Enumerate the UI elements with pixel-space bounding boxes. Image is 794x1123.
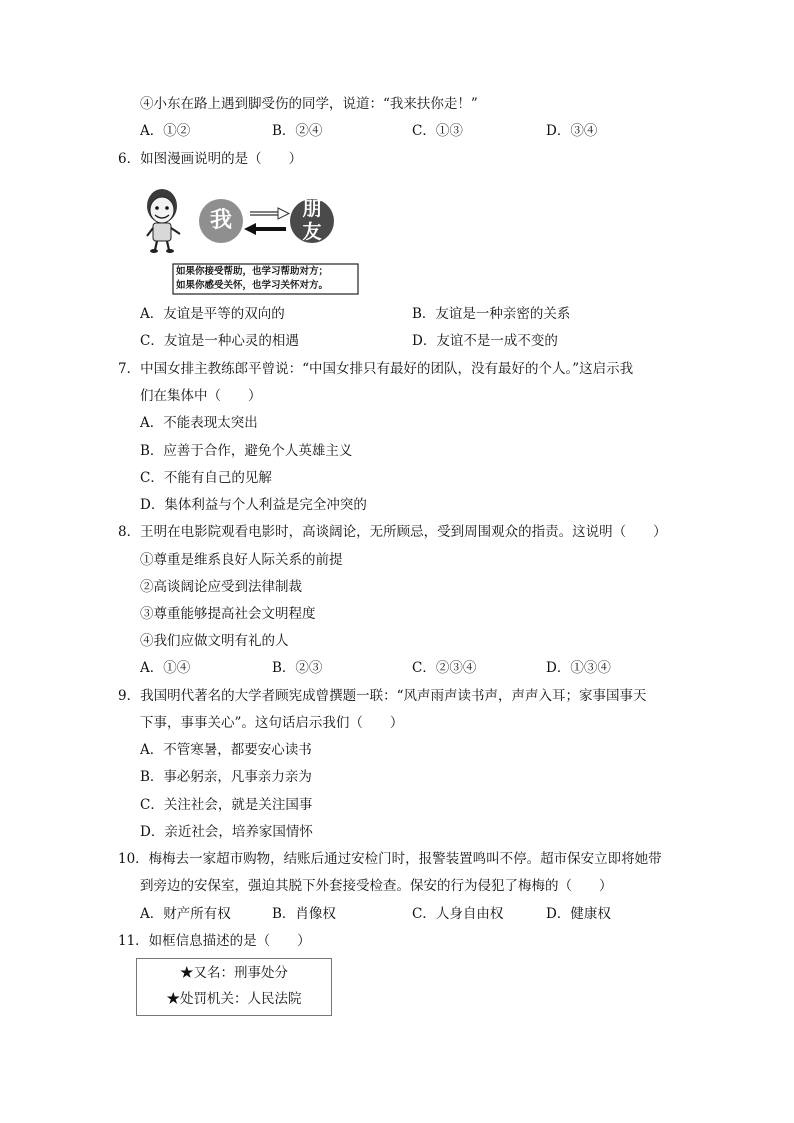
info-box-line-2: ★处罚机关：人民法院 (166, 991, 302, 1007)
q9-option-c[interactable]: C．关注社会，就是关注国事 (140, 797, 313, 813)
q9-option-d[interactable]: D．亲近社会，培养家国情怀 (140, 824, 313, 840)
q6-option-b[interactable]: B．友谊是一种亲密的关系 (412, 306, 571, 322)
friend-label-line2: 友 (302, 221, 322, 243)
q7-option-b[interactable]: B．应善于合作，避免个人英雄主义 (140, 443, 353, 459)
q10-stem-line-2: 到旁边的安保室，强迫其脱下外套接受检查。保安的行为侵犯了梅梅的（ ） (140, 878, 613, 894)
q5-item-4: ④小东在路上遇到脚受伤的同学，说道：“我来扶你走！” (140, 96, 478, 112)
q6-option-a[interactable]: A．友谊是平等的双向的 (140, 306, 285, 322)
caption-line-1: 如果你接受帮助，也学习帮助对方； (176, 266, 329, 277)
q8-stem: 8．王明在电影院观看电影时，高谈阔论，无所顾忌，受到周围观众的指责。这说明（ ） (118, 524, 667, 540)
q5-option-b[interactable]: B．②④ (272, 123, 323, 139)
q7-stem-line-2: 们在集体中（ ） (140, 388, 262, 404)
q10-option-b[interactable]: B．肖像权 (272, 906, 336, 922)
q10-option-a[interactable]: A．财产所有权 (140, 906, 231, 922)
q8-option-d[interactable]: D．①③④ (546, 660, 611, 676)
q8-item-2: ②高谈阔论应受到法律制裁 (140, 579, 302, 595)
info-box-line-1: ★又名：刑事处分 (180, 965, 288, 981)
q5-option-c[interactable]: C．①③ (412, 123, 463, 139)
q6-option-d[interactable]: D．友谊不是一成不变的 (412, 333, 558, 349)
me-label: 我 (209, 208, 232, 233)
friend-label-line1: 朋 (302, 198, 322, 220)
q8-item-1: ①尊重是维系良好人际关系的前提 (140, 552, 343, 568)
q7-option-d[interactable]: D．集体利益与个人利益是完全冲突的 (140, 497, 367, 513)
q9-option-a[interactable]: A．不管寒暑，都要安心读书 (140, 742, 312, 758)
q6-option-c[interactable]: C．友谊是一种心灵的相遇 (140, 333, 299, 349)
q7-stem-line-1: 7．中国女排主教练郎平曾说：“中国女排只有最好的团队，没有最好的个人。”这启示我 (118, 361, 634, 377)
q11-info-box (136, 958, 332, 1016)
q9-option-b[interactable]: B．事必躬亲，凡事亲力亲为 (140, 769, 312, 785)
q11-stem: 11．如框信息描述的是（ ） (118, 933, 311, 949)
q8-item-4: ④我们应做文明有礼的人 (140, 633, 289, 649)
q5-option-d[interactable]: D．③④ (546, 123, 598, 139)
q8-option-c[interactable]: C．②③④ (412, 660, 477, 676)
caption-line-2: 如果你感受关怀，也学习关怀对方。 (176, 280, 329, 291)
q8-option-b[interactable]: B．②③ (272, 660, 323, 676)
q6-stem: 6．如图漫画说明的是（ ） (118, 151, 303, 167)
q8-item-3: ③尊重能够提高社会文明程度 (140, 606, 316, 622)
q8-option-a[interactable]: A．①④ (140, 660, 191, 676)
boy-figure-icon (147, 189, 180, 253)
double-arrow-icon (244, 208, 289, 235)
q9-stem-line-1: 9．我国明代著名的大学者顾宪成曾撰题一联：“风声雨声读书声，声声入耳；家事国事天 (118, 688, 647, 704)
q5-option-a[interactable]: A．①② (140, 123, 191, 139)
q10-option-c[interactable]: C．人身自由权 (412, 906, 504, 922)
q7-option-a[interactable]: A．不能表现太突出 (140, 415, 258, 431)
q10-option-d[interactable]: D．健康权 (546, 906, 611, 922)
friendship-cartoon (140, 184, 370, 296)
q10-stem-line-1: 10．梅梅去一家超市购物，结账后通过安检门时，报警装置鸣叫不停。超市保安立即将她带 (118, 851, 662, 867)
q7-option-c[interactable]: C．不能有自己的见解 (140, 470, 272, 486)
q9-stem-line-2: 下事，事事关心”。这句话启示我们（ ） (140, 715, 404, 731)
